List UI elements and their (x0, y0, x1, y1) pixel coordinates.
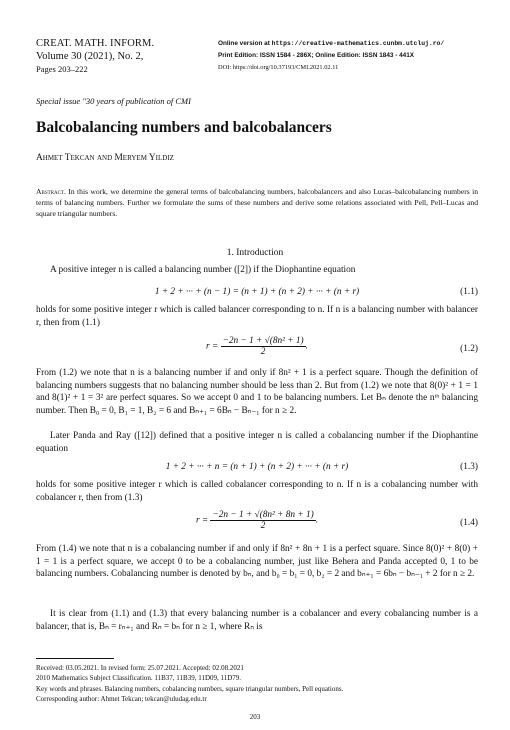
equation-number: (1.3) (460, 462, 478, 472)
paragraph-7: It is clear from (1.1) and (1.3) that every balancing number is a cobalancer and every cobalancing number is a balancer, that is, Bₙ = rₙ₊₁ and Rₙ = bₙ for n ≥ 1, where Rₙ is (36, 609, 478, 632)
equation-body: r = $\frac{\text{−2n − 1 + √(8n² + 8n + 1)}}{2}$ . (195, 510, 319, 531)
equation-1-2 (36, 334, 478, 366)
corresponding-author: Corresponding author: Ahmet Tekcan; tekcan@uludag.edu.tr (36, 695, 207, 704)
equation-body: r = $\frac{\text{−2n − 1 + √(8n² + 1)}}{2}$ . (206, 336, 308, 357)
footnote-divider (36, 658, 114, 659)
footnotes (36, 663, 478, 705)
journal-header (36, 37, 154, 76)
equation-1-1 (36, 287, 478, 301)
paragraph-5: holds for some positive integer r which is called cobalancer corresponding to n. If n is a cobalancing number with cobalancer r, then from (1.3) (36, 480, 478, 503)
section-heading: 1. Introduction (226, 248, 284, 258)
page-number: 203 (249, 713, 261, 721)
abstract-text: In this work, we determine the general terms of balcobalancing numbers, balcobalancers and also Lucas–balcobalancing numbers in terms of balancing numbers. Further we formulate the sums of these numbers and derive some relations associated with Pell, Pell–Lucas and square triangular numbers. (36, 187, 479, 218)
paragraph-6: From (1.4) we note that n is a cobalancing number if and only if 8n² + 8n + 1 is a perfect square. Since 8(0)² + 8(0) + 1 = 1 is a perfect square, we accept 0 to be a cobalancing number, just like Behera and Panda accepted 0, 1 to be balancing numbers. Cobalancing number is denoted by bₙ, and b₀ = b₁ = 0, b₂ = 2 and bₙ₊₁ = 6bₙ − bₙ₋₁ + 2 for n ≥ 2. (36, 544, 478, 580)
received-dates: Received: 03.05.2021. In revised form: 25.07.2021. Accepted: 02.08.2021 (36, 664, 244, 672)
issn-info: Print Edition: ISSN 1584 - 286X; Online Edition: ISSN 1843 - 441X (218, 52, 415, 59)
equation-number: (1.4) (460, 518, 478, 528)
equation-1-3 (36, 462, 478, 476)
publication-info (218, 38, 444, 74)
doi-link[interactable]: DOI: https://doi.org/10.37193/CMI.2021.02.11 (218, 64, 339, 71)
equation-body: 1 + 2 + ··· + (n − 1) = (n + 1) + (n + 2) + ··· + (n + r) (154, 287, 360, 297)
abstract (36, 186, 478, 219)
paragraph-2: holds for some positive integer r which is called balancer corresponding to n. If n is a balancing number with balancer r, then from (1.1) (36, 305, 478, 328)
online-url-link[interactable]: https://creative-mathematics.cunbm.utcluj.ro/ (271, 40, 445, 47)
volume-info: Volume 30 (2021), No. 2, (36, 51, 144, 62)
paragraph-1: A positive integer n is called a balancing number ([2]) if the Diophantine equation (50, 265, 356, 275)
equation-1-4 (36, 508, 478, 540)
paragraph-3: From (1.2) we note that n is a balancing number if and only if 8n² + 1 is a perfect square. Though the definition of balancing numbers suggests that no balancing number should be less than 2. But from (1.2) we note that 8(0)² + 1 = 1 and 8(1)² + 1 = 3² are perfect squares. So we accept 0 and 1 to be balancing numbers. Let Bₙ denote the nᵗʰ balancing number. Then B₀ = 0, B₁ = 1, B₂ = 6 and Bₙ₊₁ = 6Bₙ − Bₙ₋₁ for n ≥ 2. (36, 368, 478, 416)
online-version: Online version at https://creative-mathematics.cunbm.utcluj.ro/ (218, 40, 445, 47)
abstract-label: Abstract. (36, 187, 66, 196)
paper-title: Balcobalancing numbers and balcobalancers (36, 119, 332, 136)
equation-body: 1 + 2 + ··· + n = (n + 1) + (n + 2) + ··· + (n + r) (165, 462, 349, 472)
paragraph-4: Later Panda and Ray ([12]) defined that a positive integer n is called a cobalancing number if the Diophantine equation (36, 431, 478, 454)
keywords: Key words and phrases. Balancing numbers, cobalancing numbers, square triangular numbers, Pell equations. (36, 684, 344, 693)
equation-number: (1.2) (460, 344, 478, 354)
journal-name: CREAT. MATH. INFORM. (36, 38, 155, 49)
pages-info: Pages 203–222 (36, 64, 88, 74)
special-issue-note: Special issue "30 years of publication of CMI (36, 96, 191, 106)
paper-authors: Ahmet Tekcan and Meryem Yildiz (36, 153, 174, 163)
equation-number: (1.1) (460, 287, 478, 297)
msc-classification: 2010 Mathematics Subject Classification. 11B37, 11B39, 11D09, 11D79. (36, 674, 242, 683)
